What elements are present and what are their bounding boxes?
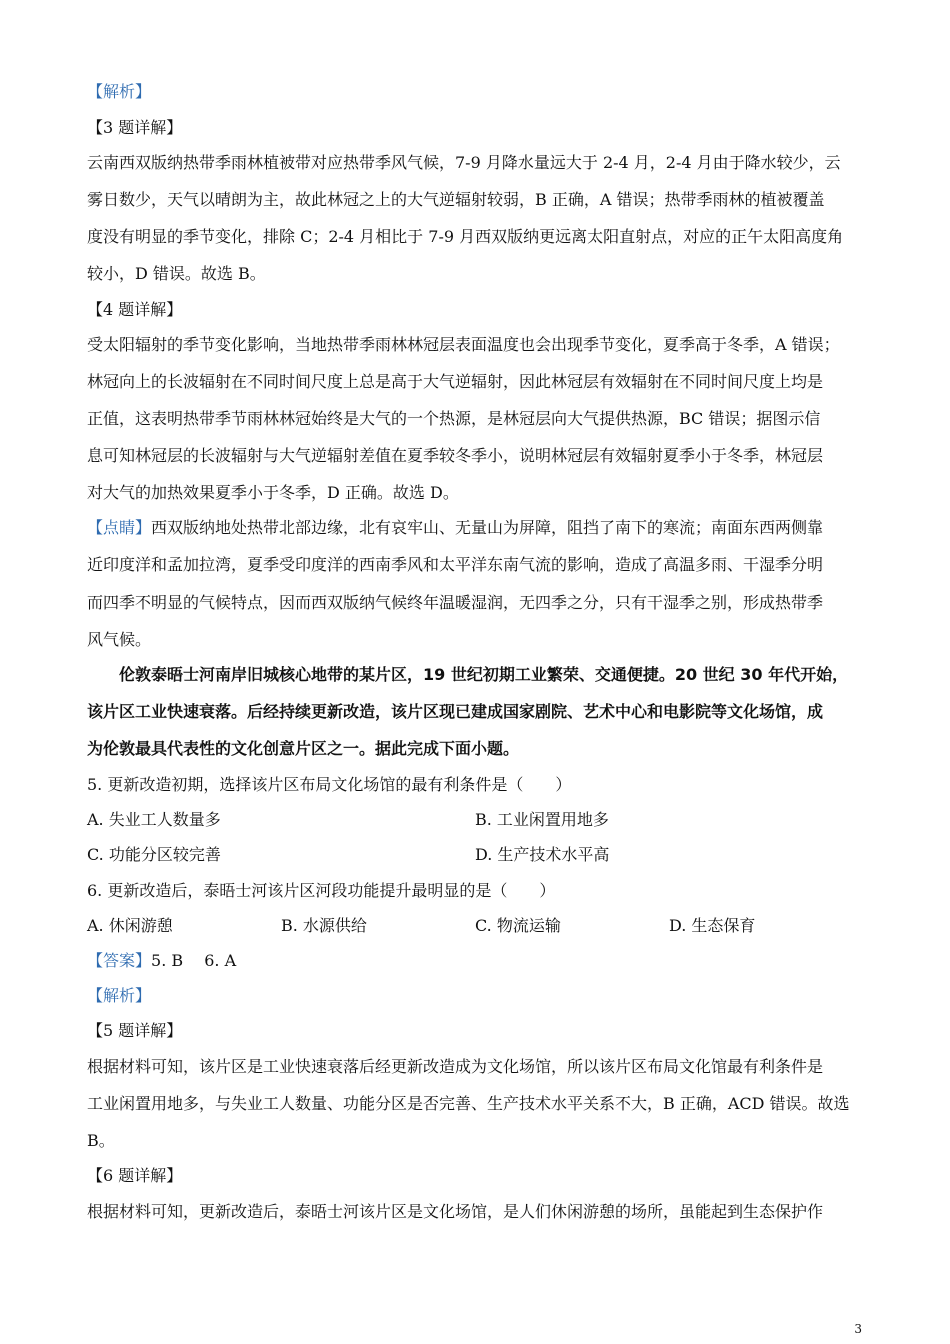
q3-detail-heading: 【3 题详解】 — [87, 118, 183, 137]
q4-line: 林冠向上的长波辐射在不同时间尺度上总是高于大气逆辐射，因此林冠层有效辐射在不同时间尺度上均是 — [87, 372, 824, 391]
q6-option-c: C. 物流运输 — [475, 916, 561, 935]
dianjing-line — [87, 517, 823, 539]
q5-option-a: A. 失业工人数量多 — [87, 810, 221, 829]
q5-detail-line: 工业闲置用地多，与失业工人数量、功能分区是否完善、生产技术水平关系不大，B 正确，ACD 错误。故选 — [87, 1094, 850, 1113]
q5-option-d: D. 生产技术水平高 — [475, 845, 610, 864]
q5-option-c: C. 功能分区较完善 — [87, 845, 221, 864]
q4-line: 正值，这表明热带季节雨林林冠始终是大气的一个热源，是林冠层向大气提供热源，BC 错误；据图示信 — [87, 409, 821, 428]
page-number: 3 — [854, 1322, 862, 1336]
q6-option-a: A. 休闲游憩 — [87, 916, 173, 935]
answer-label: 【答案】 — [87, 951, 152, 970]
q4-line: 对大气的加热效果夏季小于冬季，D 正确。故选 D。 — [87, 483, 459, 502]
dianjing-line: 而四季不明显的气候特点，因而西双版纳气候终年温暖湿润，无四季之分，只有干湿季之别，形成热带季 — [87, 593, 824, 612]
q6-option-d: D. 生态保育 — [669, 916, 756, 935]
material-line: 为伦敦最具代表性的文化创意片区之一。据此完成下面小题。 — [87, 739, 520, 758]
dianjing-line: 风气候。 — [87, 630, 152, 649]
q5-detail-line: 根据材料可知，该片区是工业快速衰落后经更新改造成为文化场馆，所以该片区布局文化馆最有利条件是 — [87, 1057, 824, 1076]
dianjing-label: 【点睛】 — [87, 518, 152, 537]
q5-stem: 5. 更新改造初期，选择该片区布局文化场馆的最有利条件是（ ） — [87, 775, 572, 794]
q3-line: 较小，D 错误。故选 B。 — [87, 264, 266, 283]
q4-line: 受太阳辐射的季节变化影响，当地热带季雨林林冠层表面温度也会出现季节变化，夏季高于冬季，A 错误； — [87, 335, 840, 354]
q6-stem: 6. 更新改造后，泰晤士河该片区河段功能提升最明显的是（ ） — [87, 881, 556, 900]
q5-detail-heading: 【5 题详解】 — [87, 1021, 183, 1040]
q5-detail-line: B。 — [87, 1131, 115, 1150]
q4-detail-heading: 【4 题详解】 — [87, 300, 183, 319]
dianjing-line: 近印度洋和孟加拉湾，夏季受印度洋的西南季风和太平洋东南气流的影响，造成了高温多雨、干湿季分明 — [87, 555, 824, 574]
q5-option-b: B. 工业闲置用地多 — [475, 810, 609, 829]
q3-line: 雾日数少，天气以晴朗为主，故此林冠之上的大气逆辐射较弱，B 正确，A 错误；热带季雨林的植被覆盖 — [87, 190, 825, 209]
analysis-heading-2: 【解析】 — [87, 986, 152, 1005]
q3-line: 云南西双版纳热带季雨林植被带对应热带季风气候，7-9 月降水量远大于 2-4 月，2-4 月由于降水较少，云 — [87, 153, 841, 172]
q4-line: 息可知林冠层的长波辐射与大气逆辐射差值在夏季较冬季小，说明林冠层有效辐射夏季小于冬季，林冠层 — [87, 446, 824, 465]
material-line: 该片区工业快速衰落。后经持续更新改造，该片区现已建成国家剧院、艺术中心和电影院等文化场馆，成 — [87, 702, 824, 721]
analysis-heading: 【解析】 — [87, 82, 152, 101]
answer-line — [87, 950, 236, 972]
q6-detail-heading: 【6 题详解】 — [87, 1166, 183, 1185]
answer-text: 5. B 6. A — [151, 951, 237, 970]
q3-line: 度没有明显的季节变化，排除 C；2-4 月相比于 7-9 月西双版纳更远离太阳直射点，对应的正午太阳高度角 — [87, 227, 844, 246]
material-line: 伦敦泰晤士河南岸旧城核心地带的某片区，19 世纪初期工业繁荣、交通便捷。20 世纪 30 年代开始， — [119, 665, 849, 684]
q6-detail-line: 根据材料可知，更新改造后，泰晤士河该片区是文化场馆，是人们休闲游憩的场所，虽能起到生态保护作 — [87, 1202, 824, 1221]
dianjing-text: 西双版纳地处热带北部边缘，北有哀牢山、无量山为屏障，阻挡了南下的寒流；南面东西两侧靠 — [151, 518, 824, 537]
q6-option-b: B. 水源供给 — [281, 916, 367, 935]
